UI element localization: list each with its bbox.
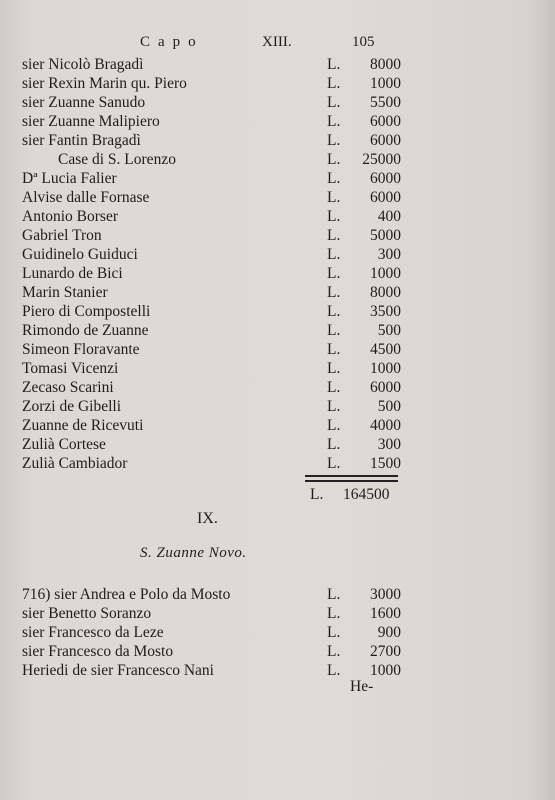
entry-name: sier Rexin Marin qu. Piero (22, 75, 187, 92)
ledger-row (0, 93, 555, 112)
entry-currency: L. (327, 189, 341, 206)
entry-name: Zulià Cortese (22, 436, 106, 453)
entry-amount: 500 (377, 398, 401, 415)
entry-currency: L. (327, 132, 341, 149)
total-row (0, 486, 555, 506)
entry-amount: 3000 (370, 586, 401, 603)
entry-name: Gabriel Tron (22, 227, 102, 244)
entry-amount: 1600 (370, 605, 401, 622)
entry-name: Antonio Borser (22, 208, 119, 225)
entry-amount: 300 (377, 436, 401, 453)
entry-currency: L. (327, 322, 341, 339)
ledger-row (0, 378, 555, 397)
entry-name: Simeon Floravante (22, 341, 140, 358)
entry-currency: L. (327, 265, 341, 282)
entry-name: sier Benetto Soranzo (22, 605, 152, 622)
entry-currency: L. (327, 208, 341, 225)
entry-amount: 1000 (370, 75, 401, 92)
entry-name: sier Zuanne Sanudo (22, 94, 146, 111)
ledger-row (0, 454, 555, 473)
header-chapter: XIII. (262, 34, 292, 50)
entry-amount: 6000 (370, 379, 401, 396)
entry-amount: 25000 (362, 151, 401, 168)
entry-amount: 1000 (370, 265, 401, 282)
ledger-row (0, 340, 555, 359)
entry-name: Dª Lucia Falier (22, 170, 117, 187)
entry-amount: 1000 (370, 662, 401, 679)
entry-name: Zecaso Scarini (22, 379, 114, 396)
ledger-row (0, 188, 555, 207)
entry-currency: L. (327, 360, 341, 377)
entry-name: sier Nicolò Bragadì (22, 56, 144, 73)
entry-currency: L. (327, 284, 341, 301)
entry-amount: 6000 (370, 189, 401, 206)
entry-name: Guidinelo Guiduci (22, 246, 138, 263)
entry-name: 716) sier Andrea e Polo da Mosto (22, 586, 231, 603)
entry-amount: 6000 (370, 132, 401, 149)
ledger-row (0, 264, 555, 283)
running-header (0, 34, 555, 54)
ledger-row (0, 623, 555, 642)
entry-currency: L. (327, 455, 341, 472)
entry-currency: L. (327, 586, 341, 603)
entry-amount: 300 (377, 246, 401, 263)
ledger-row (0, 397, 555, 416)
entry-name: Zulià Cambiador (22, 455, 128, 472)
entry-currency: L. (327, 113, 341, 130)
ledger-row (0, 74, 555, 93)
ledger-row (0, 435, 555, 454)
entry-amount: 1500 (370, 455, 401, 472)
ledger-row (0, 169, 555, 188)
ledger-row (0, 112, 555, 131)
entry-currency: L. (327, 246, 341, 263)
section-title: S. Zuanne Novo. (140, 545, 247, 561)
entry-name: Rimondo de Zuanne (22, 322, 149, 339)
entry-currency: L. (327, 170, 341, 187)
ledger-row (0, 416, 555, 435)
entry-currency: L. (327, 56, 341, 73)
entry-amount: 5500 (370, 94, 401, 111)
entry-name: Marin Stanier (22, 284, 108, 301)
entry-name: Zuanne de Ricevuti (22, 417, 144, 434)
entry-currency: L. (327, 417, 341, 434)
catchword: He- (350, 678, 374, 695)
ledger-row (0, 245, 555, 264)
ledger-row (0, 321, 555, 340)
ledger-row (0, 226, 555, 245)
entry-amount: 900 (377, 624, 401, 641)
entry-name: Piero di Compostelli (22, 303, 151, 320)
entry-name: sier Francesco da Leze (22, 624, 164, 641)
entry-name: Tomasi Vicenzi (22, 360, 119, 377)
entry-amount: 6000 (370, 113, 401, 130)
section-number: IX. (197, 510, 218, 527)
entry-name: sier Zuanne Malipiero (22, 113, 160, 130)
entry-amount: 400 (377, 208, 401, 225)
entry-name: Zorzi de Gibelli (22, 398, 121, 415)
header-capo: Capo (140, 34, 204, 50)
entry-name: Heriedi de sier Francesco Nani (22, 662, 214, 679)
entry-amount: 8000 (370, 284, 401, 301)
entry-amount: 4500 (370, 341, 401, 358)
ledger-row (0, 359, 555, 378)
ledger-row (0, 585, 555, 604)
ledger-row (0, 302, 555, 321)
entry-currency: L. (327, 643, 341, 660)
entry-amount: 3500 (370, 303, 401, 320)
entry-currency: L. (327, 227, 341, 244)
ledger-row (0, 642, 555, 661)
total-amount: 164500 (343, 486, 390, 503)
entry-name: Lunardo de Bici (22, 265, 123, 282)
total-rule-top (305, 475, 398, 477)
entry-amount: 8000 (370, 56, 401, 73)
ledger-row (0, 661, 555, 680)
entry-amount: 5000 (370, 227, 401, 244)
entry-name: Case di S. Lorenzo (58, 151, 176, 168)
entry-name: Alvise dalle Fornase (22, 189, 150, 206)
entry-currency: L. (327, 303, 341, 320)
ledger-row (0, 150, 555, 169)
entry-currency: L. (327, 398, 341, 415)
ledger-row (0, 131, 555, 150)
page-number: 105 (352, 34, 375, 50)
entry-currency: L. (327, 624, 341, 641)
entry-amount: 2700 (370, 643, 401, 660)
ledger-row (0, 207, 555, 226)
ledger-row (0, 283, 555, 302)
entry-amount: 1000 (370, 360, 401, 377)
entry-amount: 6000 (370, 170, 401, 187)
entry-currency: L. (327, 662, 341, 679)
entry-currency: L. (327, 605, 341, 622)
entry-currency: L. (327, 75, 341, 92)
entry-currency: L. (327, 436, 341, 453)
entry-currency: L. (327, 94, 341, 111)
entry-currency: L. (327, 379, 341, 396)
total-rule-bottom (305, 480, 398, 482)
ledger-row (0, 604, 555, 623)
ledger-row (0, 55, 555, 74)
entry-name: sier Fantin Bragadì (22, 132, 141, 149)
total-currency: L. (310, 486, 324, 503)
page-edge-shadow (527, 0, 555, 800)
entry-amount: 500 (377, 322, 401, 339)
entry-name: sier Francesco da Mosto (22, 643, 174, 660)
entry-amount: 4000 (370, 417, 401, 434)
entry-currency: L. (327, 341, 341, 358)
entry-currency: L. (327, 151, 341, 168)
